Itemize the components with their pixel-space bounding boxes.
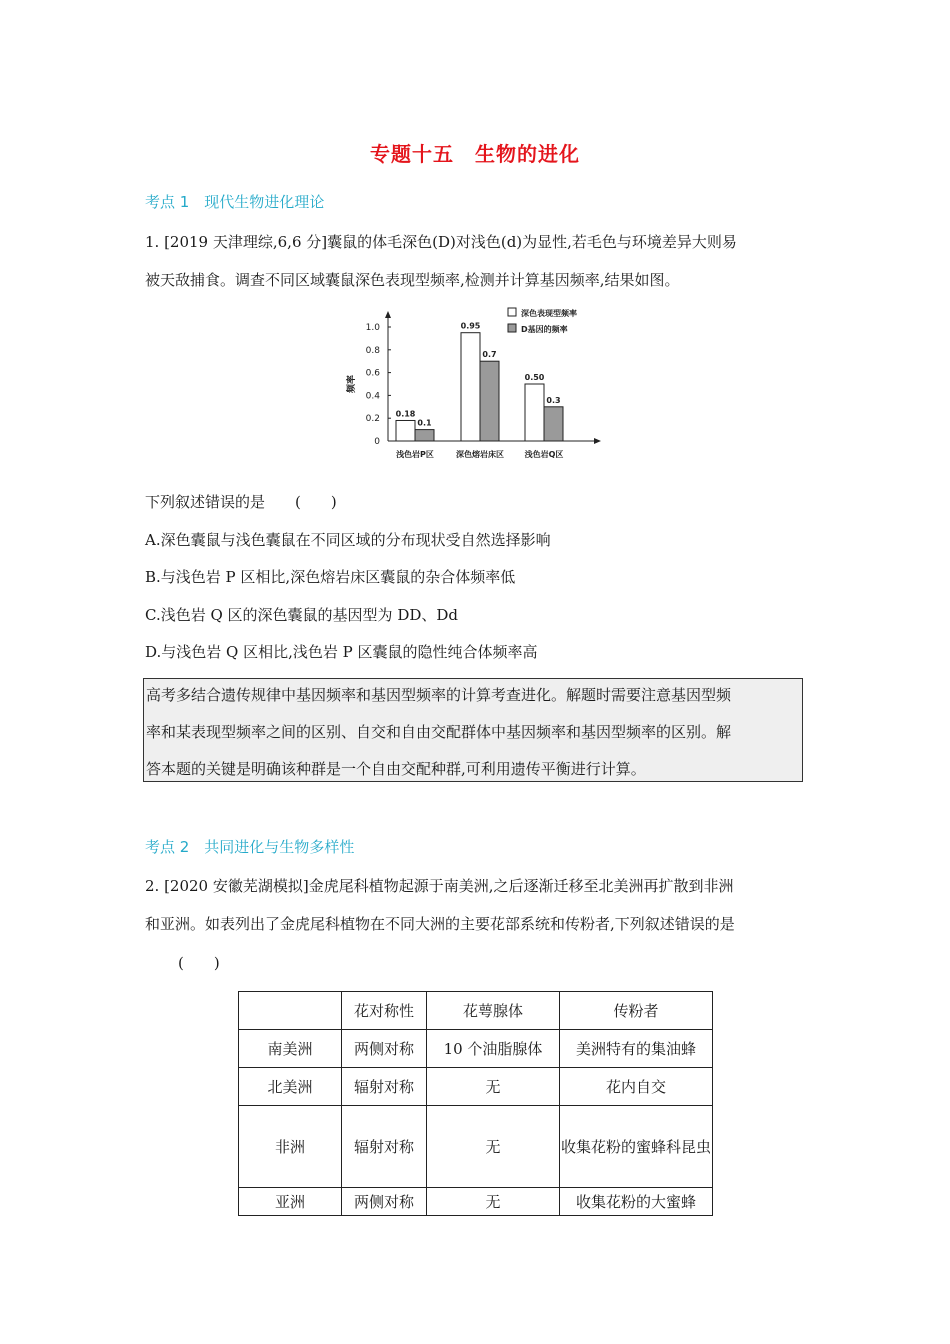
y-tick-label: 0.4	[365, 391, 380, 402]
x-tick-label: 深色熔岩床区	[456, 450, 504, 459]
question-1-line-1: 1. [2019 天津理综,6,6 分]囊鼠的体毛深色(D)对浅色(d)为显性,若毛色与环境差异大则易	[145, 233, 737, 251]
legend-label: 深色表现型频率	[521, 309, 577, 318]
data-label: 0.95	[460, 321, 481, 331]
table-row	[239, 1106, 713, 1188]
table-cell: 辐射对称	[342, 1068, 427, 1106]
table-cell: 收集花粉的蜜蜂科昆虫	[560, 1106, 713, 1188]
table-cell: 花内自交	[560, 1068, 713, 1106]
page-title: 专题十五 生物的进化	[370, 142, 580, 166]
question-1-line-2: 被天敌捕食。调查不同区域囊鼠深色表现型频率,检测并计算基因频率,结果如图。	[145, 271, 680, 289]
data-label: 0.18	[395, 409, 416, 419]
y-tick-label: 0.6	[365, 368, 380, 379]
table-row	[239, 1068, 713, 1106]
table-header-cell: 传粉者	[560, 992, 713, 1030]
table-cell: 南美洲	[239, 1030, 342, 1068]
tip-line-3: 答本题的关键是明确该种群是一个自由交配种群,可利用遗传平衡进行计算。	[146, 760, 646, 778]
bar	[525, 384, 544, 441]
question-2-line-2: 和亚洲。如表列出了金虎尾科植物在不同大洲的主要花部系统和传粉者,下列叙述错误的是	[145, 915, 735, 933]
table-cell: 10 个油脂腺体	[427, 1030, 560, 1068]
x-tick-label: 浅色岩Q区	[524, 450, 564, 459]
table-cell: 两侧对称	[342, 1188, 427, 1216]
y-tick-label: 0.8	[365, 345, 380, 356]
y-axis-arrow	[385, 311, 391, 318]
bar	[544, 407, 563, 441]
option-a: A.深色囊鼠与浅色囊鼠在不同区域的分布现状受自然选择影响	[145, 531, 551, 549]
y-tick-label: 1.0	[365, 323, 380, 333]
question-2-line-1: 2. [2020 安徽芜湖模拟]金虎尾科植物起源于南美洲,之后逐渐迁移至北美洲再扩散到非洲	[145, 877, 734, 895]
table-header-row	[239, 992, 713, 1030]
tip-line-2: 率和某表现型频率之间的区别、自交和自由交配群体中基因频率和基因型频率的区别。解	[146, 723, 732, 741]
legend-label: D基因的频率	[521, 325, 568, 334]
option-b: B.与浅色岩 P 区相比,深色熔岩床区囊鼠的杂合体频率低	[145, 568, 516, 586]
x-tick-label: 浅色岩P区	[396, 450, 434, 459]
data-label: 0.1	[417, 418, 432, 428]
table-header-cell: 花对称性	[342, 992, 427, 1030]
option-d: D.与浅色岩 Q 区相比,浅色岩 P 区囊鼠的隐性纯合体频率高	[145, 643, 538, 661]
option-c: C.浅色岩 Q 区的深色囊鼠的基因型为 DD、Dd	[145, 606, 458, 624]
table-cell: 两侧对称	[342, 1030, 427, 1068]
y-tick-label: 0.2	[365, 414, 380, 425]
y-axis-label: 频率	[347, 374, 357, 394]
tip-callout-box	[143, 678, 803, 782]
table-cell: 收集花粉的大蜜蜂	[560, 1188, 713, 1216]
data-label: 0.3	[546, 395, 561, 405]
section-heading-1: 考点 1 现代生物进化理论	[145, 193, 325, 211]
bar	[480, 361, 499, 441]
bar	[415, 430, 434, 441]
legend-swatch	[508, 308, 516, 316]
x-axis-arrow	[594, 438, 601, 444]
question-2-answer-paren: ( )	[178, 954, 220, 972]
table-header-cell: 花萼腺体	[427, 992, 560, 1030]
table-row	[239, 1188, 713, 1216]
table-cell: 无	[427, 1106, 560, 1188]
data-label: 0.7	[482, 350, 497, 360]
question-1-prompt: 下列叙述错误的是 ( )	[145, 493, 337, 511]
table-header-cell	[239, 992, 342, 1030]
flora-table	[238, 991, 713, 1216]
table-cell: 无	[427, 1188, 560, 1216]
table-cell: 辐射对称	[342, 1106, 427, 1188]
bar	[461, 333, 480, 441]
section-heading-2: 考点 2 共同进化与生物多样性	[145, 838, 355, 856]
legend-swatch	[508, 324, 516, 332]
table-cell: 亚洲	[239, 1188, 342, 1216]
table-row	[239, 1030, 713, 1068]
table-cell: 美洲特有的集油蜂	[560, 1030, 713, 1068]
data-label: 0.50	[524, 373, 545, 382]
y-tick-label: 0	[374, 437, 380, 447]
gene-frequency-bar-chart	[340, 300, 610, 465]
tip-line-1: 高考多结合遗传规律中基因频率和基因型频率的计算考查进化。解题时需要注意基因型频	[146, 686, 732, 704]
table-cell: 北美洲	[239, 1068, 342, 1106]
table-cell: 无	[427, 1068, 560, 1106]
table-cell: 非洲	[239, 1106, 342, 1188]
bar	[396, 420, 415, 441]
